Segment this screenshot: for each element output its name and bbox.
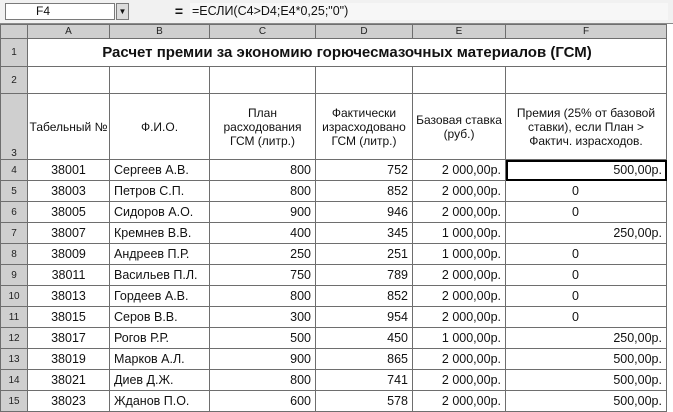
- column-header[interactable]: E: [413, 25, 506, 39]
- cell-fact[interactable]: 946: [316, 202, 413, 223]
- cell-fact[interactable]: 578: [316, 391, 413, 412]
- row-header[interactable]: 3: [1, 94, 28, 160]
- cell[interactable]: [316, 67, 413, 94]
- cell-rate[interactable]: 2 000,00р.: [413, 160, 506, 181]
- row-header[interactable]: 14: [1, 370, 28, 391]
- cell-rate[interactable]: 2 000,00р.: [413, 265, 506, 286]
- name-box[interactable]: F4: [5, 3, 115, 20]
- cell[interactable]: [28, 67, 110, 94]
- cell-bonus[interactable]: 0: [506, 244, 667, 265]
- cell-fact[interactable]: 450: [316, 328, 413, 349]
- cell[interactable]: [210, 67, 316, 94]
- cell-plan[interactable]: 750: [210, 265, 316, 286]
- cell-name[interactable]: Рогов Р.Р.: [110, 328, 210, 349]
- cell-tab-number[interactable]: 38001: [28, 160, 110, 181]
- cell-name[interactable]: Серов В.В.: [110, 307, 210, 328]
- row-header[interactable]: 2: [1, 67, 28, 94]
- table-row: [1, 349, 667, 370]
- cell-rate[interactable]: 2 000,00р.: [413, 202, 506, 223]
- header-row: [1, 94, 667, 160]
- cell-fact[interactable]: 852: [316, 286, 413, 307]
- cell-plan[interactable]: 900: [210, 349, 316, 370]
- cell-bonus[interactable]: 500,00р.: [506, 391, 667, 412]
- select-all-button[interactable]: [1, 25, 28, 39]
- cell-bonus[interactable]: 0: [506, 265, 667, 286]
- table-row: [1, 244, 667, 265]
- header-plan[interactable]: План расходования ГСМ (литр.): [210, 94, 316, 160]
- row-header[interactable]: 12: [1, 328, 28, 349]
- row-header[interactable]: 8: [1, 244, 28, 265]
- cell-bonus[interactable]: 0: [506, 181, 667, 202]
- cell-tab-number[interactable]: 38023: [28, 391, 110, 412]
- cell-name[interactable]: Васильев П.Л.: [110, 265, 210, 286]
- cell-fact[interactable]: 251: [316, 244, 413, 265]
- table-row: [1, 370, 667, 391]
- header-bonus[interactable]: Премия (25% от базовой ставки), если План > Фактич. израсходов.: [506, 94, 667, 160]
- cell-rate[interactable]: 1 000,00р.: [413, 328, 506, 349]
- cell-tab-number[interactable]: 38013: [28, 286, 110, 307]
- row-header[interactable]: 9: [1, 265, 28, 286]
- cell-fact[interactable]: 741: [316, 370, 413, 391]
- row-header[interactable]: 10: [1, 286, 28, 307]
- column-header[interactable]: A: [28, 25, 110, 39]
- table-row: [1, 391, 667, 412]
- cell-rate[interactable]: 2 000,00р.: [413, 307, 506, 328]
- cell-name[interactable]: Марков А.Л.: [110, 349, 210, 370]
- cell-name[interactable]: Петров С.П.: [110, 181, 210, 202]
- cell-bonus[interactable]: 250,00р.: [506, 328, 667, 349]
- cell-rate[interactable]: 2 000,00р.: [413, 391, 506, 412]
- cell-plan[interactable]: 800: [210, 181, 316, 202]
- cell-plan[interactable]: 800: [210, 370, 316, 391]
- empty-row: [1, 67, 667, 94]
- cell-rate[interactable]: 1 000,00р.: [413, 223, 506, 244]
- table-row: [1, 328, 667, 349]
- cell[interactable]: [110, 67, 210, 94]
- cell-bonus[interactable]: 500,00р.: [506, 370, 667, 391]
- row-header[interactable]: 6: [1, 202, 28, 223]
- header-fact[interactable]: Фактически израсходовано ГСМ (литр.): [316, 94, 413, 160]
- row-header[interactable]: 15: [1, 391, 28, 412]
- cell-name[interactable]: Диев Д.Ж.: [110, 370, 210, 391]
- column-header[interactable]: C: [210, 25, 316, 39]
- cell-bonus-active[interactable]: 500,00р.: [506, 160, 667, 181]
- cell-rate[interactable]: 2 000,00р.: [413, 370, 506, 391]
- table-row: [1, 181, 667, 202]
- row-header[interactable]: 1: [1, 39, 28, 67]
- cell-tab-number[interactable]: 38003: [28, 181, 110, 202]
- table-row: [1, 202, 667, 223]
- equals-icon[interactable]: =: [174, 3, 184, 19]
- spreadsheet-grid: [0, 24, 667, 412]
- cell-rate[interactable]: 1 000,00р.: [413, 244, 506, 265]
- sheet-title[interactable]: Расчет премии за экономию горючесмазочных материалов (ГСМ): [28, 39, 667, 67]
- table-row: [1, 286, 667, 307]
- cell-name[interactable]: Жданов П.О.: [110, 391, 210, 412]
- column-header[interactable]: F: [506, 25, 667, 39]
- cell-tab-number[interactable]: 38007: [28, 223, 110, 244]
- cell-plan[interactable]: 800: [210, 286, 316, 307]
- cell-plan[interactable]: 600: [210, 391, 316, 412]
- cell-plan[interactable]: 900: [210, 202, 316, 223]
- cell-rate[interactable]: 2 000,00р.: [413, 349, 506, 370]
- formula-bar: [0, 0, 673, 24]
- header-tab-number[interactable]: Табельный №: [28, 94, 110, 160]
- column-header-row: [1, 25, 667, 39]
- column-header[interactable]: B: [110, 25, 210, 39]
- cell-rate[interactable]: 2 000,00р.: [413, 286, 506, 307]
- cell-name[interactable]: Сергеев А.В.: [110, 160, 210, 181]
- row-header[interactable]: 7: [1, 223, 28, 244]
- cell-bonus[interactable]: 0: [506, 202, 667, 223]
- cell-name[interactable]: Андреев П.Р.: [110, 244, 210, 265]
- cell-plan[interactable]: 300: [210, 307, 316, 328]
- row-header[interactable]: 11: [1, 307, 28, 328]
- cell-tab-number[interactable]: 38005: [28, 202, 110, 223]
- cell-name[interactable]: Гордеев А.В.: [110, 286, 210, 307]
- cell-tab-number[interactable]: 38017: [28, 328, 110, 349]
- title-row: [1, 39, 667, 67]
- row-header[interactable]: 4: [1, 160, 28, 181]
- cell-bonus[interactable]: 0: [506, 307, 667, 328]
- row-header[interactable]: 13: [1, 349, 28, 370]
- table-row: [1, 223, 667, 244]
- cell-plan[interactable]: 400: [210, 223, 316, 244]
- cell-tab-number[interactable]: 38015: [28, 307, 110, 328]
- table-row: [1, 265, 667, 286]
- header-name[interactable]: Ф.И.О.: [110, 94, 210, 160]
- chevron-down-icon[interactable]: ▼: [116, 3, 129, 20]
- cell-bonus[interactable]: 250,00р.: [506, 223, 667, 244]
- cell-plan[interactable]: 250: [210, 244, 316, 265]
- cell-tab-number[interactable]: 38009: [28, 244, 110, 265]
- cell[interactable]: [413, 67, 506, 94]
- table-row: [1, 160, 667, 181]
- column-header[interactable]: D: [316, 25, 413, 39]
- row-header[interactable]: 5: [1, 181, 28, 202]
- cell-bonus[interactable]: 0: [506, 286, 667, 307]
- cell-tab-number[interactable]: 38011: [28, 265, 110, 286]
- cell-name[interactable]: Сидоров А.О.: [110, 202, 210, 223]
- cell-rate[interactable]: 2 000,00р.: [413, 181, 506, 202]
- cell-fact[interactable]: 852: [316, 181, 413, 202]
- cell-fact[interactable]: 752: [316, 160, 413, 181]
- cell-fact[interactable]: 865: [316, 349, 413, 370]
- cell-fact[interactable]: 789: [316, 265, 413, 286]
- formula-input[interactable]: =ЕСЛИ(C4>D4;E4*0,25;"0"): [190, 3, 668, 20]
- cell-fact[interactable]: 954: [316, 307, 413, 328]
- cell-plan[interactable]: 800: [210, 160, 316, 181]
- cell-bonus[interactable]: 500,00р.: [506, 349, 667, 370]
- header-rate[interactable]: Базовая ставка (руб.): [413, 94, 506, 160]
- table-row: [1, 307, 667, 328]
- cell-name[interactable]: Кремнев В.В.: [110, 223, 210, 244]
- cell-tab-number[interactable]: 38019: [28, 349, 110, 370]
- cell-tab-number[interactable]: 38021: [28, 370, 110, 391]
- cell-plan[interactable]: 500: [210, 328, 316, 349]
- cell[interactable]: [506, 67, 667, 94]
- cell-fact[interactable]: 345: [316, 223, 413, 244]
